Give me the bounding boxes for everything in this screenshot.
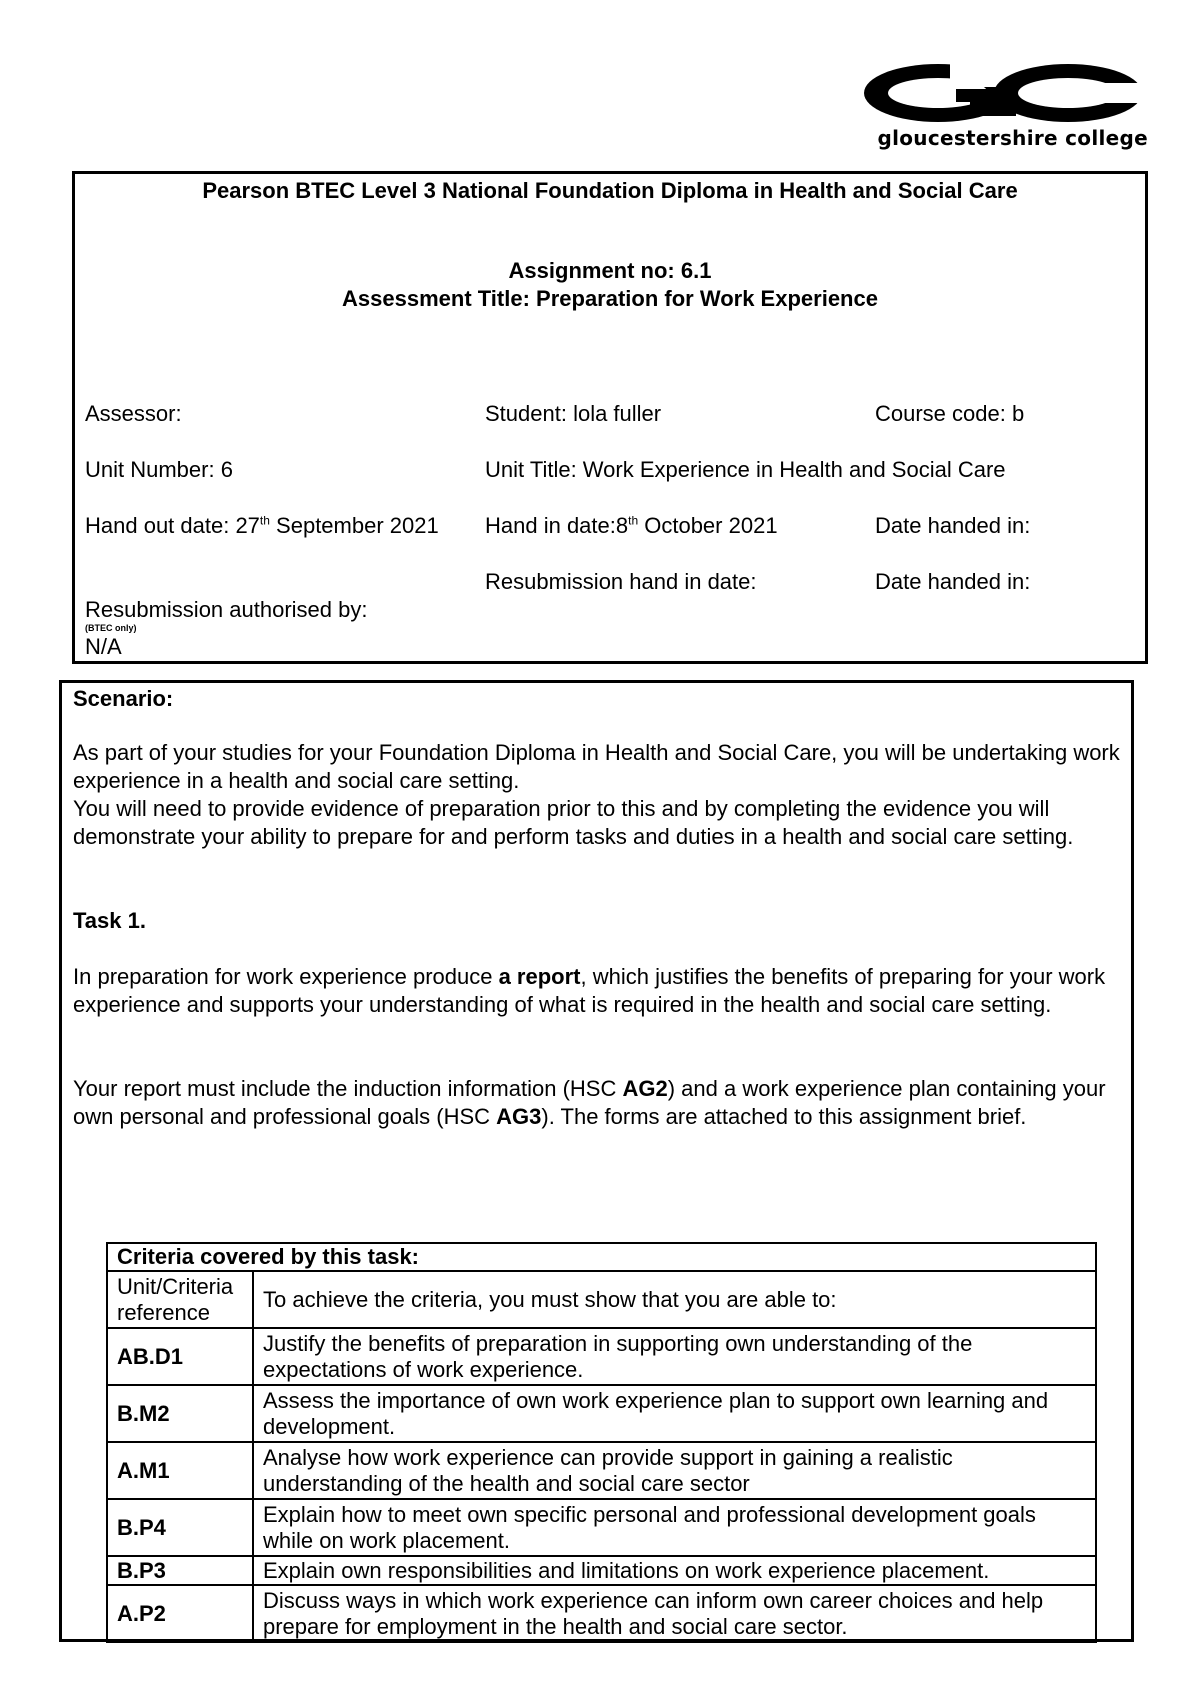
resubmission-date-handed-in-field: Date handed in:	[875, 569, 1031, 594]
criteria-ref: B.M2	[107, 1385, 253, 1442]
student-field: Student: lola fuller	[485, 401, 662, 426]
assignment-number: Assignment no: 6.1	[508, 258, 712, 283]
assessor-field: Assessor:	[85, 401, 182, 426]
criteria-description: Analyse how work experience can provide support in gaining a realistic understanding of the health and social care sector	[253, 1442, 1096, 1499]
task-paragraph-1: In preparation for work experience produce a report, which justifies the benefits of preparing for your work experience and supports your understanding of what is required in the health and social care setting.	[73, 964, 1106, 1017]
assignment-heading	[75, 257, 1145, 313]
column-header-description: To achieve the criteria, you must show that you are able to:	[253, 1271, 1096, 1328]
scenario-para-2: You will need to provide evidence of preparation prior to this and by completing the evidence you will demonstrate your ability to prepare for and perform tasks and duties in a health and social care setting.	[73, 796, 1074, 849]
criteria-table-header-row	[107, 1271, 1096, 1328]
scenario-heading: Scenario:	[73, 686, 174, 711]
criteria-description: Explain how to meet own specific personal and professional development goals while on work placement.	[253, 1499, 1096, 1556]
criteria-table-title: Criteria covered by this task:	[107, 1243, 1096, 1271]
criteria-description: Discuss ways in which work experience can inform own career choices and help prepare for employment in the health and social care sector.	[253, 1585, 1096, 1642]
college-name: gloucestershire college	[877, 126, 1148, 150]
criteria-ref: A.P2	[107, 1585, 253, 1642]
table-row	[107, 1499, 1096, 1556]
scenario-paragraphs	[73, 739, 1123, 851]
task-heading: Task 1.	[73, 908, 146, 933]
btec-only-note: (BTEC only)	[85, 623, 137, 633]
criteria-ref: B.P3	[107, 1556, 253, 1585]
scenario-box	[59, 680, 1134, 1642]
criteria-ref: A.M1	[107, 1442, 253, 1499]
resubmission-authorised-field	[85, 596, 367, 660]
assessment-title: Assessment Title: Preparation for Work Experience	[342, 286, 878, 311]
college-logo	[858, 62, 1148, 154]
resubmission-authorised-label: Resubmission authorised by:	[85, 597, 368, 622]
table-row	[107, 1585, 1096, 1642]
table-row	[107, 1385, 1096, 1442]
hand-out-date-field: Hand out date: 27th September 2021	[85, 513, 439, 538]
unit-title-field: Unit Title: Work Experience in Health and Social Care	[485, 457, 1006, 482]
not-applicable-value: N/A	[85, 634, 122, 659]
criteria-table-title-row	[107, 1243, 1096, 1271]
table-row	[107, 1442, 1096, 1499]
course-code-field: Course code: b	[875, 401, 1025, 426]
hand-in-date-field: Hand in date:8th October 2021	[485, 513, 778, 538]
date-handed-in-field: Date handed in:	[875, 513, 1031, 538]
table-row	[107, 1328, 1096, 1385]
gc-logo-mark	[858, 62, 1148, 124]
criteria-ref: B.P4	[107, 1499, 253, 1556]
criteria-description: Justify the benefits of preparation in supporting own understanding of the expectations of work experience.	[253, 1328, 1096, 1385]
criteria-ref: AB.D1	[107, 1328, 253, 1385]
assignment-header-box	[72, 171, 1148, 664]
task-paragraph-2: Your report must include the induction information (HSC AG2) and a work experience plan containing your own personal and professional goals (HSC AG3). The forms are attached to this assignment brief.	[73, 1076, 1106, 1129]
criteria-table	[106, 1242, 1097, 1643]
criteria-description: Explain own responsibilities and limitations on work experience placement.	[253, 1556, 1096, 1585]
qualification-title: Pearson BTEC Level 3 National Foundation Diploma in Health and Social Care	[202, 178, 1018, 203]
column-header-reference: Unit/Criteria reference	[107, 1271, 253, 1328]
unit-number-field: Unit Number: 6	[85, 457, 233, 482]
criteria-description: Assess the importance of own work experience plan to support own learning and development.	[253, 1385, 1096, 1442]
resubmission-hand-in-date-field: Resubmission hand in date:	[485, 569, 757, 594]
scenario-para-1: As part of your studies for your Foundation Diploma in Health and Social Care, you will be undertaking work experience in a health and social care setting.	[73, 740, 1120, 793]
table-row	[107, 1556, 1096, 1585]
